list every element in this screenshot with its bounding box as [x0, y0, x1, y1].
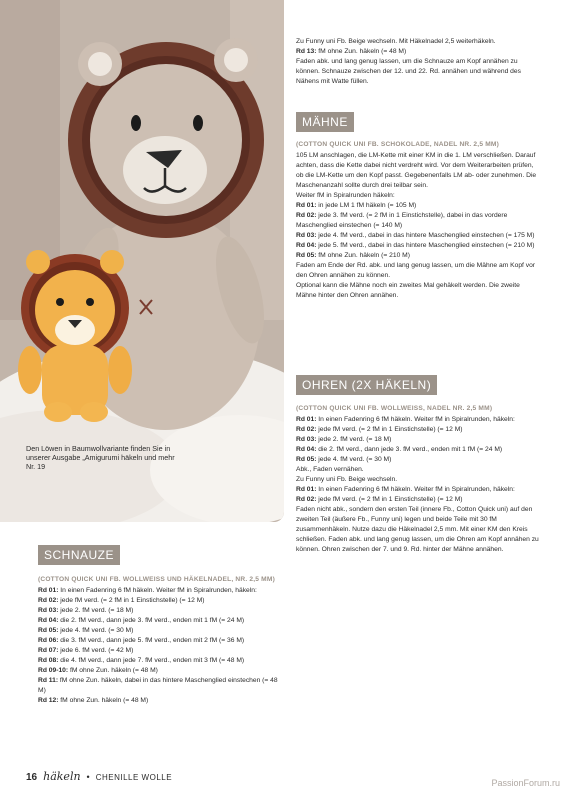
schnauze-heading: SCHNAUZE	[38, 545, 120, 565]
text-line: Rd 04: die 2. fM verd., dann jede 3. fM verd., enden mit 1 fM (= 24 M)	[38, 617, 245, 624]
text-line: Rd 08: die 4. fM verd., dann jede 7. fM verd., enden mit 3 fM (= 48 M)	[38, 657, 245, 664]
schnauze-instructions	[38, 586, 286, 706]
text-line: Rd 09-10: fM ohne Zun. häkeln (= 48 M)	[38, 667, 158, 674]
text-line: Abk., Faden vernähen.	[296, 466, 364, 473]
text-line: Faden am Ende der Rd. abk. und lang genug lassen, um die Mähne am Kopf vor den Ohren annähen zu können.	[296, 262, 536, 279]
magazine-brand: häkeln	[43, 770, 81, 783]
text-line: Rd 03: jede 2. fM verd. (= 18 M)	[296, 436, 392, 443]
schnauze-subtitle: (COTTON QUICK UNI FB. WOLLWEISS UND HÄKELNADEL, NR. 2,5 MM)	[38, 576, 275, 583]
footer-bullet: •	[86, 772, 90, 782]
maehne-heading: MÄHNE	[296, 112, 354, 132]
lion-photo	[0, 0, 284, 522]
ohren-subtitle: (COTTON QUICK UNI FB. WOLLWEISS, NADEL NR. 2,5 MM)	[296, 405, 493, 412]
text-line: Rd 05: jede 4. fM verd. (= 30 M)	[38, 627, 134, 634]
text-line: Rd 12: fM ohne Zun. häkeln (= 48 M)	[38, 697, 149, 704]
text-line: Rd 03: jede 2. fM verd. (= 18 M)	[38, 607, 134, 614]
text-line: Rd 05: fM ohne Zun. häkeln (= 210 M)	[296, 252, 410, 259]
text-line: Rd 13: fM ohne Zun. häkeln (= 48 M)	[296, 48, 407, 55]
watermark: PassionForum.ru	[491, 778, 560, 788]
text-line: Faden abk. und lang genug lassen, um die Schnauze am Kopf annähen zu können. Schnauze zwischen der 12. und 22. Rd. annähen und während des Nähens mit Watte füllen.	[296, 58, 521, 85]
text-line: Rd 07: jede 6. fM verd. (= 42 M)	[38, 647, 134, 654]
text-line: Rd 05: jede 4. fM verd. (= 30 M)	[296, 456, 392, 463]
text-line: Zu Funny uni Fb. Beige wechseln.	[296, 476, 398, 483]
text-line: Rd 01: In einen Fadenring 6 fM häkeln. Weiter fM in Spiralrunden, häkeln:	[38, 587, 257, 594]
text-line: Rd 04: die 2. fM verd., dann jede 3. fM verd., enden mit 1 fM (= 24 M)	[296, 446, 503, 453]
text-line: Rd 04: jede 5. fM verd., dabei in das hintere Maschenglied einstechen (= 210 M)	[296, 242, 535, 249]
text-line: Zu Funny uni Fb. Beige wechseln. Mit Häkelnadel 2,5 weiterhäkeln.	[296, 38, 496, 45]
page-footer	[26, 770, 172, 783]
text-line: Rd 06: die 3. fM verd., dann jede 5. fM verd., enden mit 2 fM (= 36 M)	[38, 637, 245, 644]
ohren-heading: OHREN (2X HÄKELN)	[296, 375, 437, 395]
text-line: Rd 02: jede fM verd. (= 2 fM in 1 Einstichstelle) (= 12 M)	[296, 496, 463, 503]
text-line: Rd 01: In einen Fadenring 6 fM häkeln. Weiter fM in Spiralrunden, häkeln:	[296, 416, 515, 423]
text-line: Faden nicht abk., sondern den ersten Teil (innere Fb., Cotton Quick uni) auf den zweiten Teil (äußere Fb., Funny uni) legen und beide Teile mit 30 fM zusammenhäkeln. Nutze dazu die Häkelnadel 2,5 mm. Mit einer KM den Kreis schließen. Faden abk. und lang genug lassen, um die Ohren am Kopf annähen zu können. Ohren zwischen der 7. und 9. Rd. hinter der Mähne annähen.	[296, 506, 539, 553]
text-line: Rd 02: jede fM verd. (= 2 fM in 1 Einstichstelle) (= 12 M)	[296, 426, 463, 433]
schnauze-continuation	[296, 37, 542, 87]
footer-topic: CHENILLE WOLLE	[95, 773, 173, 782]
text-line: Optional kann die Mähne noch ein zweites Mal gehäkelt werden. Die zweite Mähne hinter den Ohren annähen.	[296, 282, 520, 299]
maehne-subtitle: (COTTON QUICK UNI FB. SCHOKOLADE, NADEL NR. 2,5 MM)	[296, 141, 500, 148]
page-number: 16	[26, 772, 38, 783]
photo-caption: Den Löwen in Baumwollvariante finden Sie in unserer Ausgabe „Amigurumi häkeln und mehr Nr. 19	[26, 444, 175, 471]
text-line: 105 LM anschlagen, die LM-Kette mit einer KM in die 1. LM verschließen. Darauf achten, dass die Kette dabei nicht verdreht wird. Vor dem Weiterarbeiten prüfen, ob die LM-Kette um den Kopf passt. Gegebenenfalls LM ab- oder zunehmen. Die Maschenanzahl sollte durch drei teilbar sein.	[296, 152, 537, 189]
maehne-instructions	[296, 151, 542, 301]
text-line: Rd 03: jede 4. fM verd., dabei in das hintere Maschenglied einstechen (= 175 M)	[296, 232, 535, 239]
text-line: Rd 01: In einen Fadenring 6 fM häkeln. Weiter fM in Spiralrunden, häkeln:	[296, 486, 515, 493]
text-line: Rd 02: jede fM verd. (= 2 fM in 1 Einstichstelle) (= 12 M)	[38, 597, 205, 604]
text-line: Rd 11: fM ohne Zun. häkeln, dabei in das hintere Maschenglied einstechen (= 48 M)	[38, 677, 278, 694]
text-line: Rd 01: in jede LM 1 fM häkeln (= 105 M)	[296, 202, 417, 209]
text-line: Rd 02: jede 3. fM verd. (= 2 fM in 1 Einstichstelle), dabei in das vordere Maschenglied einstechen (= 140 M)	[296, 212, 508, 229]
ohren-instructions	[296, 415, 542, 555]
text-line: Weiter fM in Spiralrunden häkeln:	[296, 192, 395, 199]
